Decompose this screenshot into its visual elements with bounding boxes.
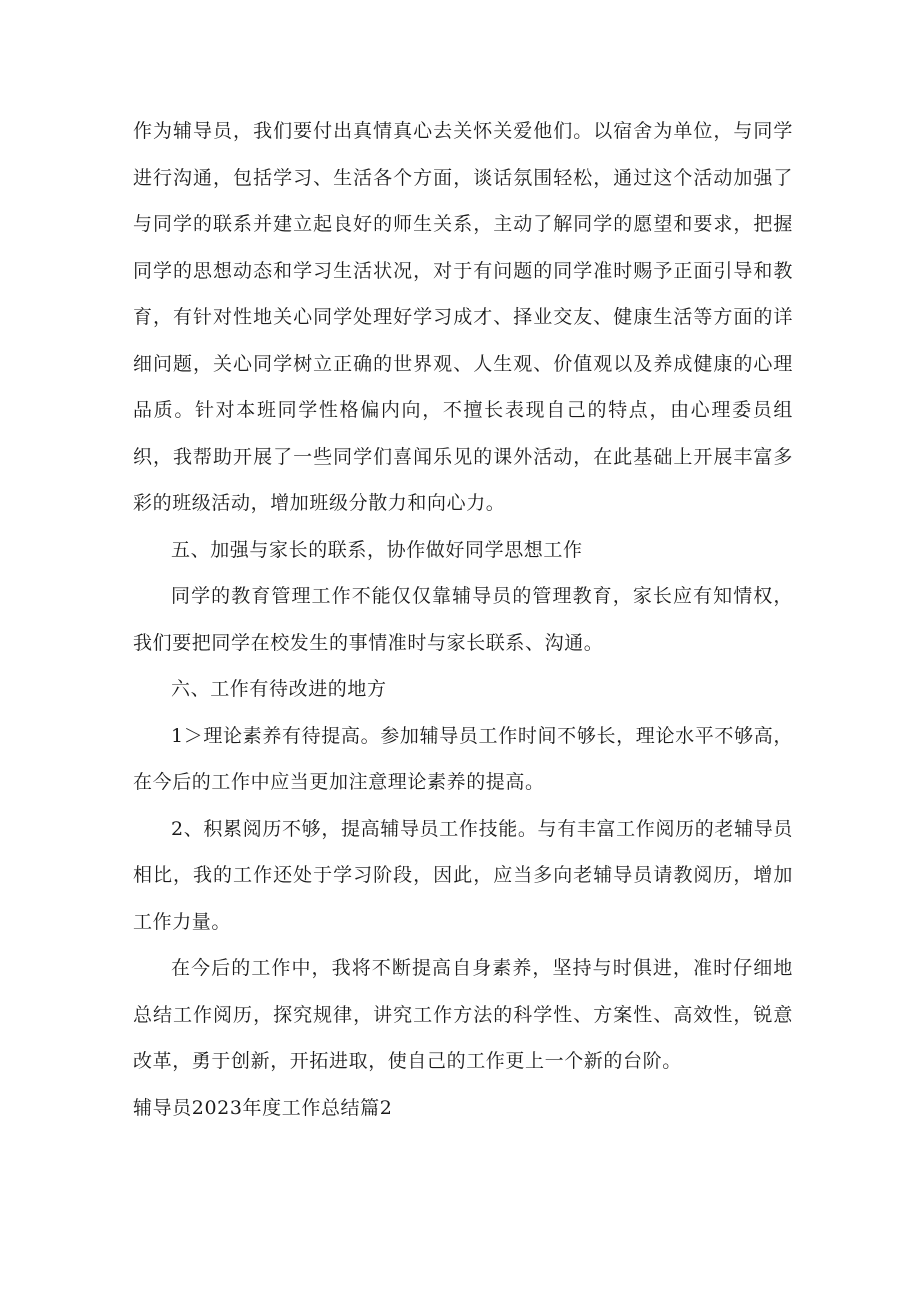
paragraph-conclusion: 在今后的工作中，我将不断提高自身素养，坚持与时俱进，准时仔细地总结工作阅历，探究规律，讲究工作方法的科学性、方案性、高效性，锐意改革，勇于创新，开拓进取，使自己的工作更上一个新的台阶。	[133, 957, 793, 1072]
list-item-theory: 1＞理论素养有待提高。参加辅导员工作时间不够长，理论水平不够高，在今后的工作中应当更加注意理论素养的提高。	[133, 724, 793, 793]
section-heading-improvements: 六、工作有待改进的地方	[171, 678, 387, 700]
list-item-experience: 2、积累阅历不够，提高辅导员工作技能。与有丰富工作阅历的老辅导员相比，我的工作还处于学习阶段，因此，应当多向老辅导员请教阅历，增加工作力量。	[133, 817, 793, 933]
paragraph-care-for-students: 作为辅导员，我们要付出真情真心去关怀关爱他们。以宿舍为单位，与同学进行沟通，包括学习、生活各个方面，谈话氛围轻松，通过这个活动加强了与同学的联系并建立起良好的师生关系，主动了解同学的愿望和要求，把握同学的思想动态和学习生活状况，对于有问题的同学准时赐予正面引导和教育，有针对性地关心同学处理好学习成才、择业交友、健康生活等方面的详细问题，关心同学树立正确的世界观、人生观、价值观以及养成健康的心理品质。针对本班同学性格偏内向，不擅长表现自己的特点，由心理委员组织，我帮助开展了一些同学们喜闻乐见的课外活动，在此基础上开展丰富多彩的班级活动，增加班级分散力和向心力。	[133, 120, 793, 514]
next-document-title: 辅导员2023年度工作总结篇2	[133, 1096, 393, 1119]
document-body	[133, 108, 793, 1131]
section-heading-parent-contact: 五、加强与家长的联系，协作做好同学思想工作	[171, 538, 583, 561]
paragraph-parent-contact: 同学的教育管理工作不能仅仅靠辅导员的管理教育，家长应有知情权，我们要把同学在校发生的事情准时与家长联系、沟通。	[133, 585, 793, 654]
